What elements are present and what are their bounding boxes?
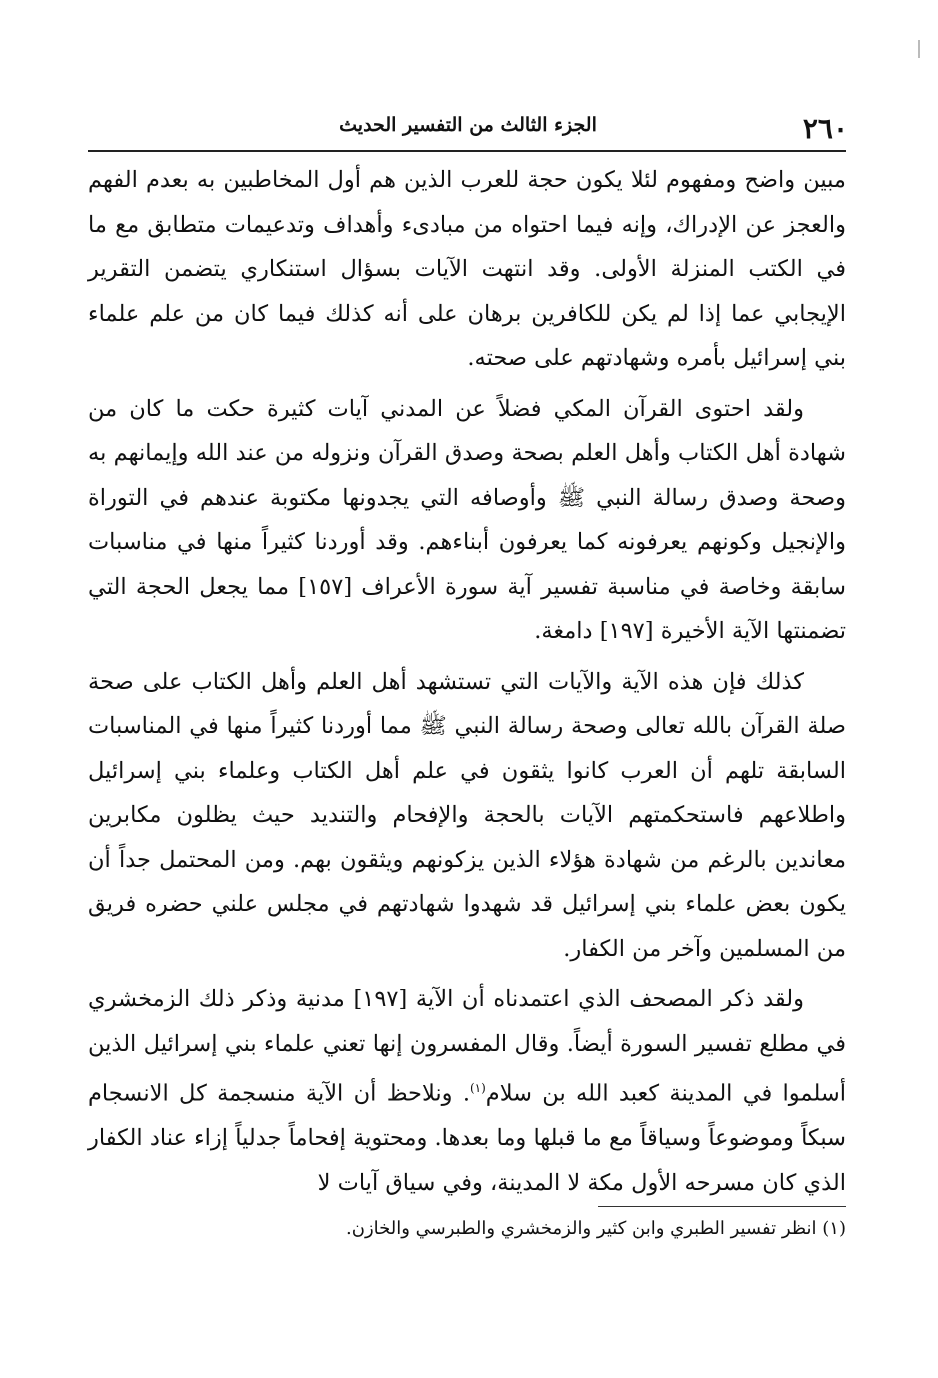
scan-mark (918, 40, 920, 58)
page-header (88, 108, 848, 148)
body-text (88, 158, 846, 1211)
paragraph-2: ولقد احتوى القرآن المكي فضلاً عن المدني آيات كثيرة حكت ما كان من شهادة أهل الكتاب وأهل العلم بصحة وصدق القرآن ونزوله من عند الله وإيمانهم به وصحة وصدق رسالة النبي ﷺ وأوصافه التي يجدونها مكتوبة عندهم في التوراة والإنجيل وكونهم يعرفونه كما يعرفون أبناءهم. وقد أوردنا كثيراً منها في مناسبات سابقة وخاصة في مناسبة تفسير آية سورة الأعراف [١٥٧] مما يجعل الحجة التي تضمنتها الآية الأخيرة [١٩٧] دامغة. (88, 395, 846, 644)
running-title: الجزء الثالث من التفسير الحديث (339, 114, 597, 136)
paragraph-4-text: ولقد ذكر المصحف الذي اعتمدناه أن الآية [١٩٧] مدنية وذكر ذلك الزمخشري في مطلع تفسير السورة أيضاً. وقال المفسرون إنها تعني علماء بني إسرائيل الذين أسلموا في المدينة كعبد الله بن سلام (88, 986, 846, 1107)
paragraph-4-tail: . ونلاحظ أن الآية منسجمة كل الانسجام سبكاً وموضوعاً وسياقاً مع ما قبلها وما بعدها. ومحتوية إفحاماً جدلياً إزاء عناد الكفار الذي كان مسرحه الأول مكة لا المدينة، وفي سياق آيات لا (88, 1080, 846, 1196)
footnote-rule (598, 1206, 846, 1207)
paragraph-3: كذلك فإن هذه الآية والآيات التي تستشهد أهل العلم وأهل الكتاب على صحة صلة القرآن بالله تعالى وصحة رسالة النبي ﷺ مما أوردنا كثيراً منها في المناسبات السابقة تلهم أن العرب كانوا يثقون في علم أهل الكتاب وعلماء بني إسرائيل واطلاعهم فاستحكمتهم الآيات بالحجة والإفحام والتنديد حيث يظلون مكابرين معاندين بالرغم من شهادة هؤلاء الذين يزكونهم ويثقون بهم. ومن المحتمل جداً أن يكون بعض علماء بني إسرائيل قد شهدوا شهادتهم في مجلس علني حضره فريق من المسلمين وآخر من الكفار. (88, 668, 846, 962)
footnote-reference[interactable]: (١) (469, 1081, 486, 1095)
paragraph-4 (88, 977, 846, 1205)
header-rule (88, 150, 846, 152)
page-number: ٢٦٠ (802, 112, 848, 145)
footnote: (١) انظر تفسير الطبري وابن كثير والزمخشري والطبرسي والخازن. (346, 1218, 846, 1239)
paragraph-1: مبين واضح ومفهوم لئلا يكون حجة للعرب الذين هم أول المخاطبين به بعدم الفهم والعجز عن الإدراك، وإنه فيما احتواه من مبادىء وأهداف وتدعيمات متطابق مع ما في الكتب المنزلة الأولى. وقد انتهت الآيات بسؤال استنكاري يتضمن التقرير الإيجابي عما إذا لم يكن للكافرين برهان على أنه كذلك فيما كان من علم علماء بني إسرائيل بأمره وشهادتهم على صحته. (88, 167, 846, 371)
